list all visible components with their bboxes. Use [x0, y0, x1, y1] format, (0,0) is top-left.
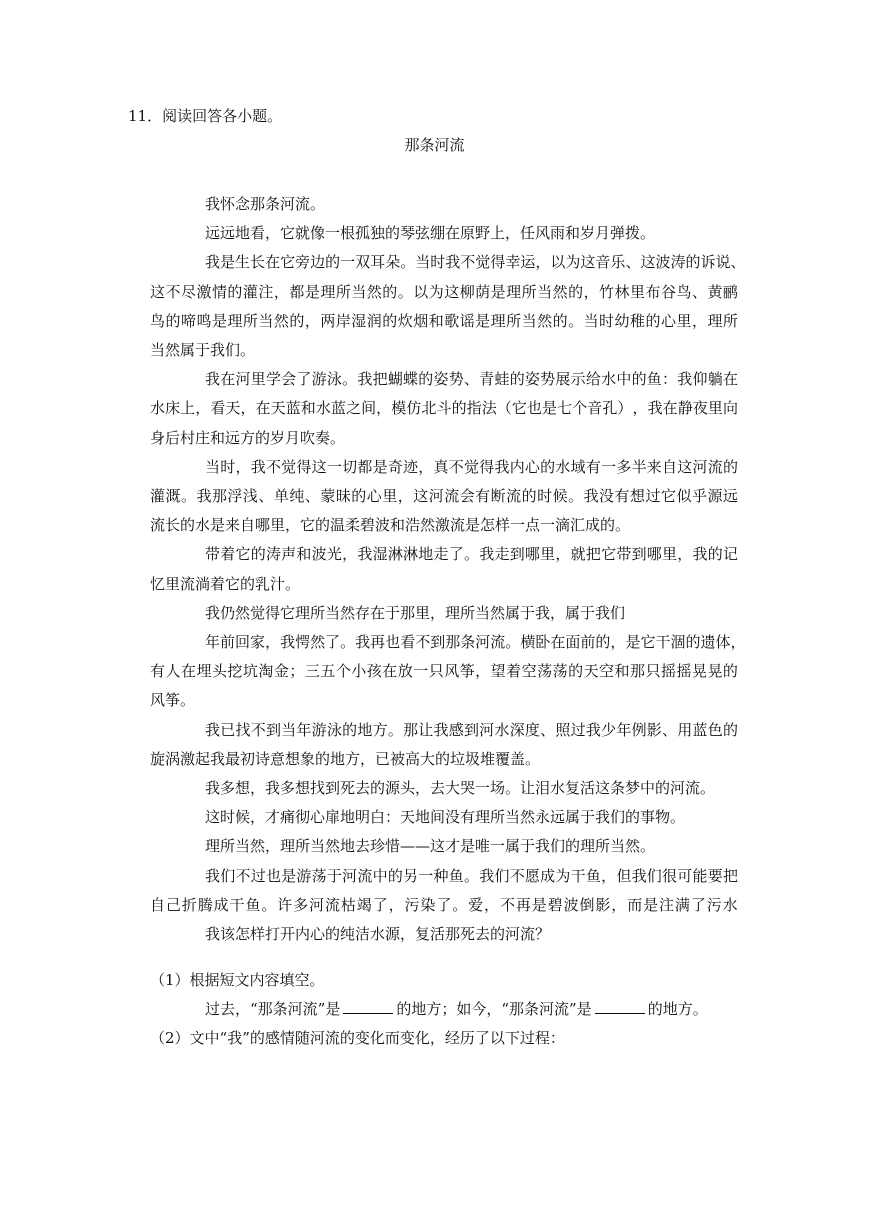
article-line: 身后村庄和远方的岁月吹奏。: [150, 429, 346, 447]
article-line: 我该怎样打开内心的纯洁水源，复活那死去的河流？: [205, 925, 551, 943]
question-header: [128, 106, 282, 126]
sub-question-2-label: （2）文中“我”的感情随河流的变化而变化，经历了以下过程：: [150, 1029, 565, 1047]
fill-part-b: 的地方；如今，“那条河流”是: [396, 1000, 592, 1018]
article-line: 我 们 不 过 也 是 游 荡 于 河 流 中 的 另 一 种 鱼 。 我 们 不 愿 成 为 干 鱼 ， 但 我 们 很 可 能 要 把: [205, 867, 738, 885]
article-line: 远远地看，它就像一根孤独的琴弦绷在原野上，任风雨和岁月弹拨。: [205, 224, 656, 242]
article-line: 流长的水是来自哪里，它的温柔碧波和浩然激流是怎样一点一滴汇成的。: [150, 516, 631, 534]
article-line: 我 已 找 不 到 当 年 游 泳 的 地 方 。 那 让 我 感 到 河 水 深 度 、 照 过 我 少 年 例 影 、 用 蓝 色 的: [205, 721, 738, 739]
sub-question-1-fill: [205, 999, 708, 1019]
article-line: 我 在 河 里 学 会 了 游 泳 。 我 把 蝴 蝶 的 姿 势 、 青 蛙 的 姿 势 展 示 给 水 中 的 鱼 ： 我 仰 躺 在: [205, 370, 738, 388]
article-line: 我仍然觉得它理所当然存在于那里，理所当然属于我，属于我们: [205, 604, 626, 622]
article-line: 这 不 尽 激 情 的 灌 注 ， 都 是 理 所 当 然 的 。 以 为 这 柳 荫 是 理 所 当 然 的 ， 竹 林 里 布 谷 鸟 、 黄 鹂: [150, 283, 738, 301]
article-line: 带 着 它 的 涛 声 和 波 光 ， 我 湿 淋 淋 地 走 了 。 我 走 到 哪 里 ， 就 把 它 带 到 哪 里 ， 我 的 记: [205, 545, 738, 563]
article-line: 年 前 回 家 ， 我 愕 然 了 。 我 再 也 看 不 到 那 条 河 流 。 横 卧 在 面 前 的 ， 是 它 干 涸 的 遗 体 ，: [205, 633, 746, 651]
article-line: 理所当然，理所当然地去珍惜——这才是唯一属于我们的理所当然。: [205, 837, 656, 855]
article-line: 我 是 生 长 在 它 旁 边 的 一 双 耳 朵 。 当 时 我 不 觉 得 幸 运 ， 以 为 这 音 乐 、 这 波 涛 的 诉 说 、: [205, 253, 746, 271]
answer-blank-1[interactable]: [343, 999, 393, 1014]
article-line: 当然属于我们。: [150, 341, 256, 359]
article-line: 鸟 的 啼 鸣 是 理 所 当 然 的 ， 两 岸 湿 润 的 炊 烟 和 歌 谣 是 理 所 当 然 的 。 当 时 幼 稚 的 心 里 ， 理 所: [150, 312, 738, 330]
fill-part-a: 过去，“那条河流”是: [205, 1000, 341, 1018]
sub-question-1-label: （1）根据短文内容填空。: [150, 971, 325, 989]
question-instruction: 阅读回答各小题。: [162, 107, 283, 125]
article-line: 忆里流淌着它的乳汁。: [150, 575, 301, 593]
article-line: 有 人 在 埋 头 挖 坑 淘 金 ； 三 五 个 小 孩 在 放 一 只 风 筝 ， 望 着 空 荡 荡 的 天 空 和 那 只 摇 摇 晃 晃 的: [150, 662, 738, 680]
article-line: 这时候，才痛彻心扉地明白：天地间没有理所当然永远属于我们的事物。: [205, 808, 686, 826]
article-line: 风筝。: [150, 691, 196, 709]
question-number: 11．: [128, 107, 163, 125]
article-line: 自 己 折 腾 成 干 鱼 。 许 多 河 流 枯 竭 了 ， 污 染 了 。 爱 ， 不 再 是 碧 波 倒 影 ， 而 是 注 满 了 污 水: [150, 896, 738, 914]
article-line: 我怀念那条河流。: [205, 195, 326, 213]
fill-part-c: 的地方。: [647, 1000, 708, 1018]
article-line: 灌 溉 。 我 那 浮 浅 、 单 纯 、 蒙 昧 的 心 里 ， 这 河 流 会 有 断 流 的 时 候 。 我 没 有 想 过 它 似 乎 源 远: [150, 487, 738, 505]
article-line: 水 床 上 ， 看 天 ， 在 天 蓝 和 水 蓝 之 间 ， 模 仿 北 斗 的 指 法 （ 它 也 是 七 个 音 孔 ） ， 我 在 静 夜 里 向: [150, 399, 738, 417]
article-line: 当 时 ， 我 不 觉 得 这 一 切 都 是 奇 迹 ， 真 不 觉 得 我 内 心 的 水 域 有 一 多 半 来 自 这 河 流 的: [205, 458, 738, 476]
article-title: 那条河流: [404, 136, 465, 154]
article-line: 我多想，我多想找到死去的源头，去大哭一场。让泪水复活这条梦中的河流。: [205, 779, 716, 797]
answer-blank-2[interactable]: [595, 999, 645, 1014]
article-line: 旋涡激起我最初诗意想象的地方，已被高大的垃圾堆覆盖。: [150, 750, 541, 768]
